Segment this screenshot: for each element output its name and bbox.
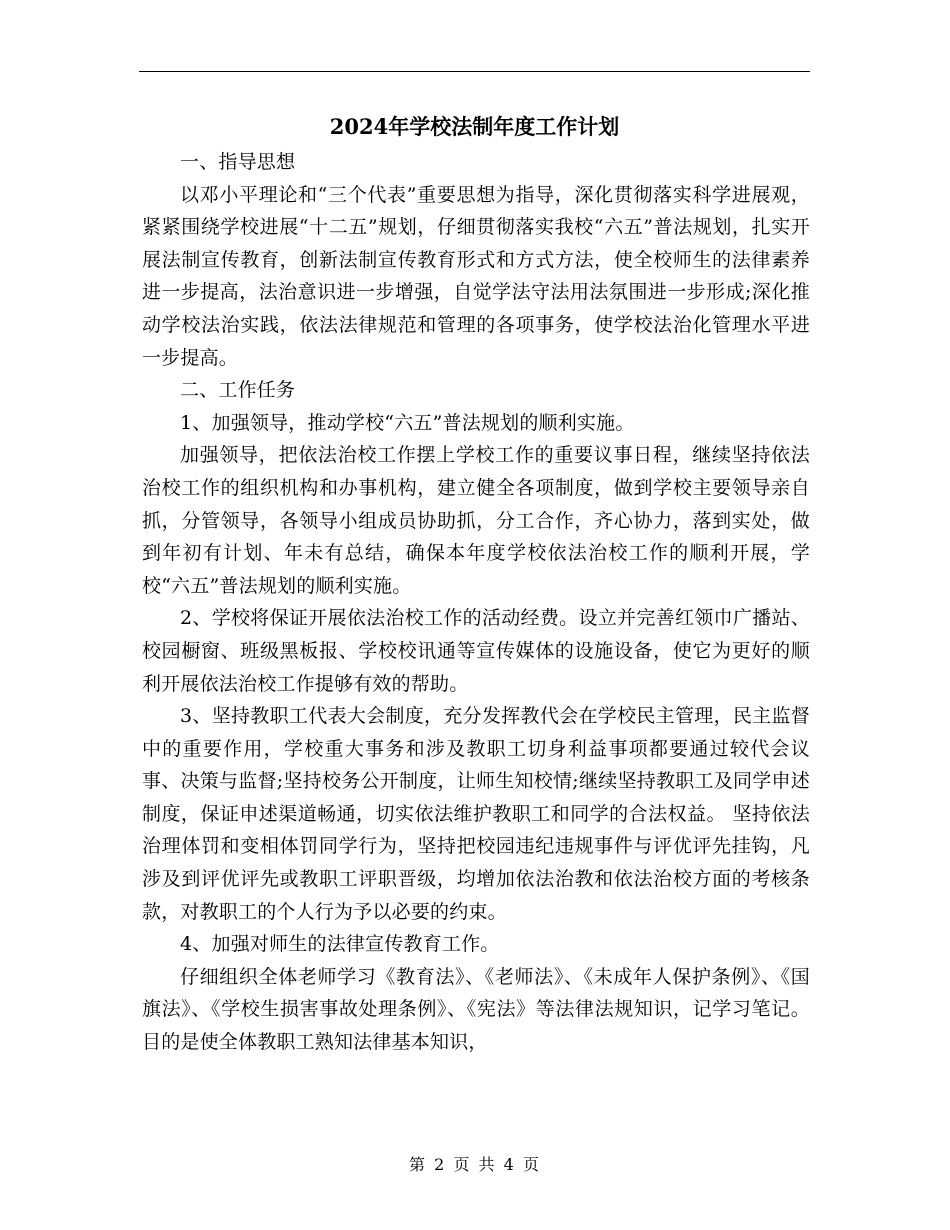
task-2-paragraph: 2、学校将保证开展依法治校工作的活动经费。设立并完善红领巾广播站、校园橱窗、班级黑板报、学校校讯通等宣传媒体的设施设备，使它为更好的顺利开展依法治校工作提够有效的帮助。 bbox=[142, 607, 810, 695]
document-title: 2024年学校法制年度工作计划 bbox=[329, 114, 620, 139]
section-heading-work-tasks: 二、工作任务 bbox=[180, 379, 296, 402]
task-3-paragraph: 3、坚持教职工代表大会制度，充分发挥教代会在学校民主管理，民主监督中的重要作用，学校重大事务和涉及教职工切身利益事项都要通过较代会议事、决策与监督;坚持校务公开制度，让师生知校情;继续坚持教职工及同学申述制度，保证申述渠道畅通，切实依法维护教职工和同学的合法权益。 坚持依法治理体罚和变相体罚同学行为，坚持把校园违纪违规事件与评优评先挂钩，凡涉及到评优评先或教职工评职晋级，均增加依法治教和依法治校方面的考核条款，对教职工的个人行为予以必要的约束。 bbox=[142, 705, 810, 923]
footer-total-label: 页 bbox=[522, 1155, 541, 1174]
section-heading-guiding-ideology: 一、指导思想 bbox=[180, 151, 296, 173]
footer-total-pages: 4 bbox=[503, 1155, 516, 1174]
footer-total-prefix: 共 bbox=[478, 1155, 497, 1174]
document-body bbox=[142, 146, 810, 1059]
task-4-heading: 4、加强对师生的法律宣传教育工作。 bbox=[180, 933, 500, 956]
header-rule bbox=[139, 71, 810, 72]
task-1-paragraph: 加强领导，把依法治校工作摆上学校工作的重要议事日程，继续坚持依法治校工作的组织机构和办事机构，建立健全各项制度，做到学校主要领导亲自抓，分管领导，各领导小组成员协助抓，分工合作，齐心协力，落到实处，做到年初有计划、年未有总结，确保本年度学校依法治校工作的顺利开展，学校“六五”普法规划的顺利实施。 bbox=[142, 444, 810, 597]
footer-current-page: 2 bbox=[434, 1155, 447, 1174]
paragraph-guiding-ideology: 以邓小平理论和“三个代表”重要思想为指导，深化贯彻落实科学进展观，紧紧围绕学校进展“十二五”规划，仔细贯彻落实我校“六五”普法规划，扎实开展法制宣传教育，创新法制宣传教育形式和方式方法，使全校师生的法律素养进一步提高，法治意识进一步增强，自觉学法守法用法氛围进一步形成;深化推动学校法治实践，依法法律规范和管理的各项事务，使学校法治化管理水平进一步提高。 bbox=[142, 183, 810, 369]
footer-page-label: 页 bbox=[453, 1155, 472, 1174]
page-footer bbox=[0, 1153, 950, 1177]
task-4-paragraph: 仔细组织全体老师学习《教育法》、《老师法》、《未成年人保护条例》、《国旗法》、《学校生损害事故处理条例》、《宪法》等法律法规知识，记学习笔记。目的是使全体教职工熟知法律基本知识， bbox=[142, 965, 810, 1054]
task-1-heading: 1、加强领导，推动学校“六五”普法规划的顺利实施。 bbox=[180, 411, 635, 434]
footer-page-prefix: 第 bbox=[409, 1155, 428, 1174]
